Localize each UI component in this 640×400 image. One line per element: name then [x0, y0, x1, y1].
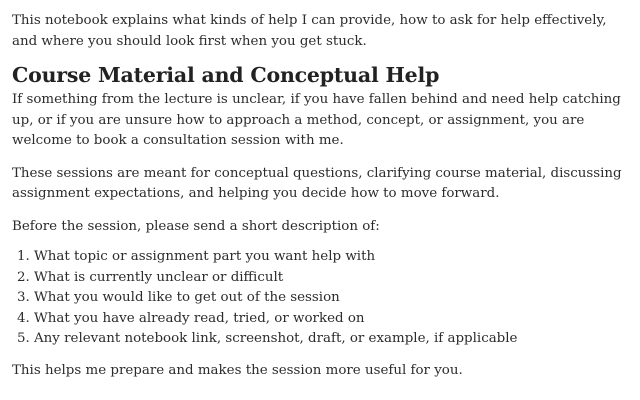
list-item: 1. What topic or assignment part you want help with — [34, 247, 628, 268]
closing-paragraph: This helps me prepare and makes the session more useful for you. — [12, 362, 463, 378]
description-checklist — [12, 247, 628, 350]
list-item: 4. What you have already read, tried, or worked on — [34, 309, 628, 330]
consultation-paragraph: If something from the lecture is unclear, if you have fallen behind and need help catching up, or if you are unsure how to approach a method, concept, or assignment, you are welcome to book a consultation session with me. — [12, 92, 621, 148]
sessions-purpose-paragraph: These sessions are meant for conceptual questions, clarifying course material, discussing assignment expectations, and helping you decide how to move forward. — [12, 165, 622, 201]
section-heading: Course Material and Conceptual Help — [12, 63, 440, 87]
list-item: 3. What you would like to get out of the session — [34, 288, 628, 309]
intro-paragraph: This notebook explains what kinds of help I can provide, how to ask for help effectively, and where you should look first when you get stuck. — [12, 13, 607, 49]
list-item: 5. Any relevant notebook link, screenshot, draft, or example, if applicable — [34, 329, 628, 350]
list-item: 2. What is currently unclear or difficult — [34, 268, 628, 289]
before-session-paragraph: Before the session, please send a short description of: — [12, 218, 380, 234]
